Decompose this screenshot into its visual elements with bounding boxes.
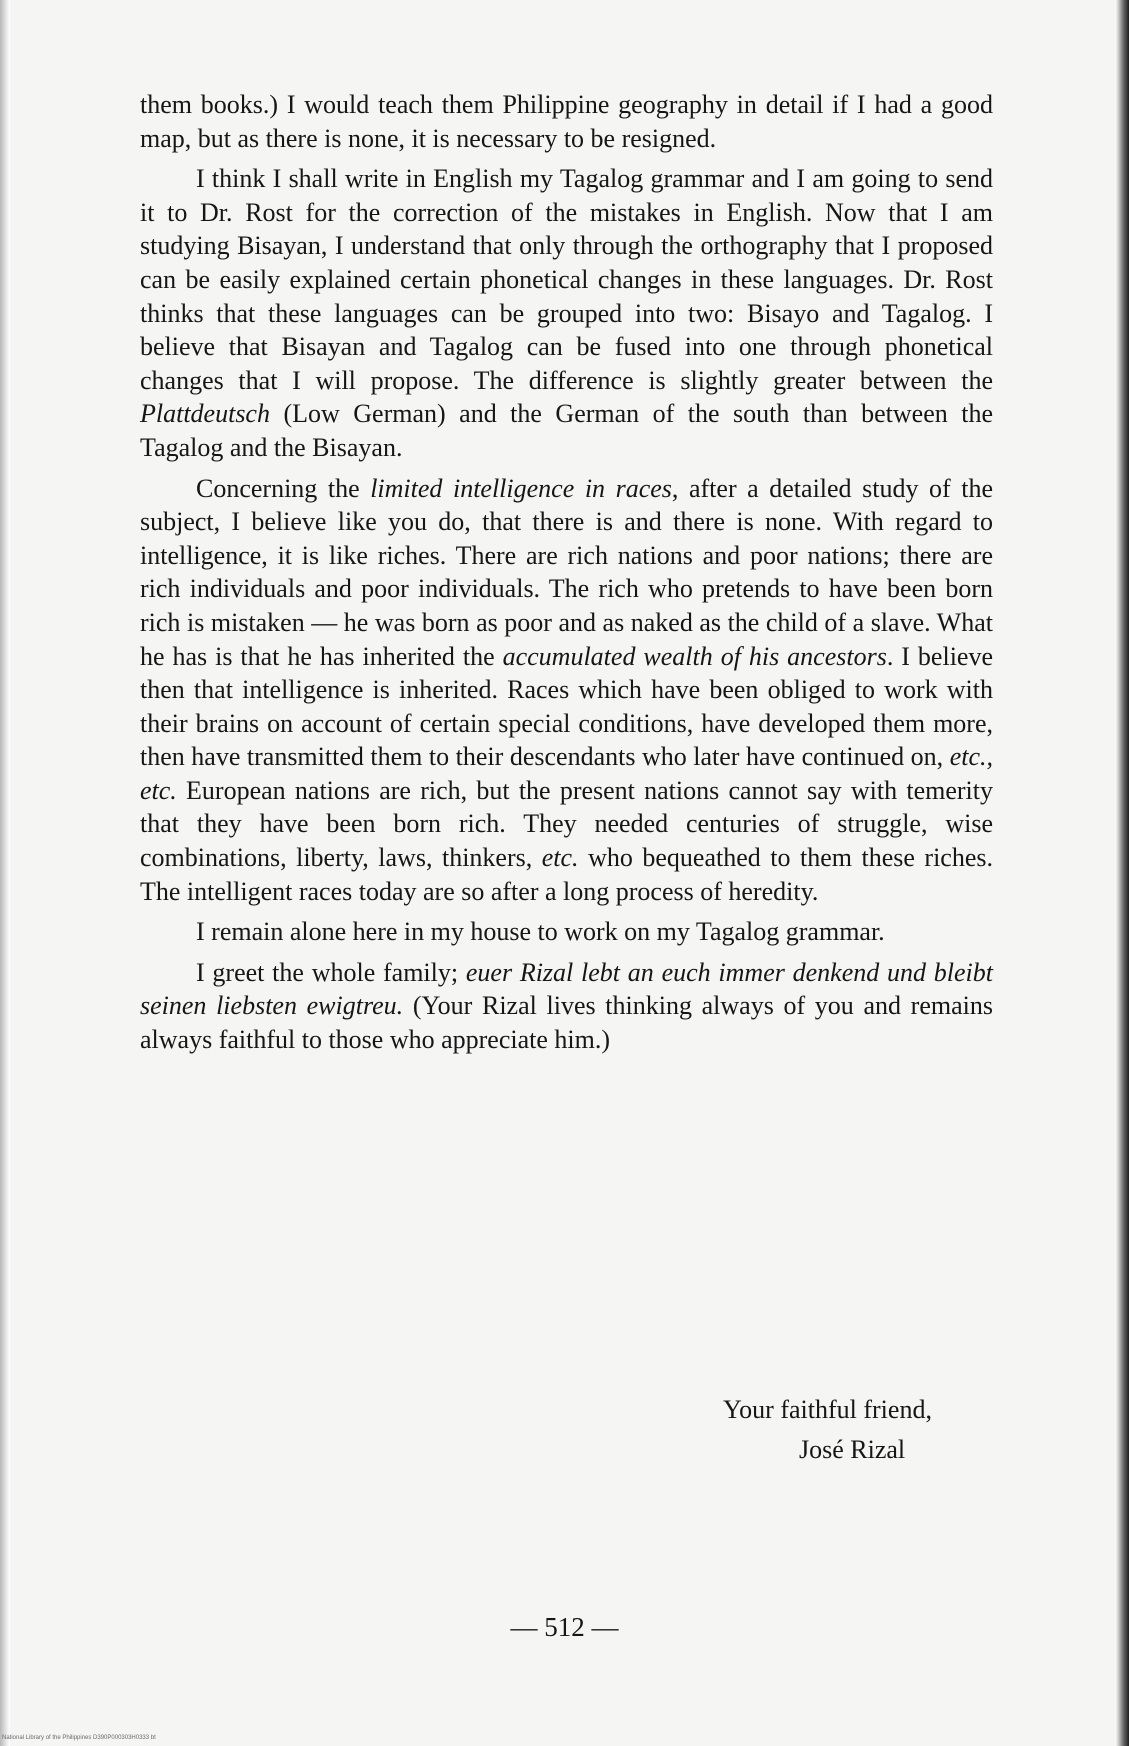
scan-edge-left [0, 0, 10, 1746]
paragraph-3-text-d: European nations are rich, but the present nations cannot say with temerity that they have been born rich. They needed centuries of struggle, wise combinations, liberty, laws, thinkers, [140, 775, 993, 873]
paragraph-5-text-a: I greet the whole family; [196, 957, 466, 987]
paragraph-2-text-b: (Low German) and the German of the south than between the Tagalog and the Bisayan. [140, 399, 993, 462]
paragraph-5 [140, 956, 993, 1057]
paragraph-3 [140, 472, 993, 909]
paragraph-1 [140, 88, 993, 155]
paragraph-3-italic-etc-etc: etc., etc. [140, 742, 993, 805]
paragraph-3-text-b: , after a detailed study of the subject, I believe like you do, that there is and there is none. With regard to intelligence, it is like riches. There are rich nations and poor nations; there are rich individuals and poor individuals. The rich who pretends to have been born rich is mistaken — he was born as poor and as naked as the child of a slave. What he has is that he has inherited the [140, 473, 994, 671]
page-number: — 512 — [510, 1612, 619, 1642]
paragraph-2-text-a: I think I shall write in English my Tagalog grammar and I am going to send it to Dr. Rost for the correction of the mistakes in English. Now that I am studying Bisayan, I understand that only through the orthography that I proposed can be easily explained certain phonetical changes in these languages. Dr. Rost thinks that these languages can be grouped into two: Bisayo and Tagalog. I believe that Bisayan and Tagalog can be fused into one through phonetical changes that I will propose. The difference is slightly greater between the [140, 164, 993, 395]
letter-body [140, 88, 993, 1064]
paragraph-1-text: them books.) I would teach them Philippine geography in detail if I had a good map, but as there is none, it is necessary to be resigned. [140, 90, 993, 153]
paragraph-4-text: I remain alone here in my house to work on my Tagalog grammar. [196, 917, 885, 947]
paragraph-3-italic-limited-intelligence: limited intelligence in races [370, 473, 672, 503]
paragraph-5-text-b: (Your Rizal lives thinking always of you and remains always faithful to those who appreciate him.) [140, 991, 993, 1055]
paragraph-3-italic-accumulated-wealth: accumulated wealth of his ancestors [502, 641, 887, 671]
paragraph-2-italic-plattdeutsch: Plattdeutsch [140, 399, 270, 429]
paragraph-3-italic-etc: etc. [541, 843, 579, 873]
letter-closing [723, 1390, 932, 1470]
paragraph-3-text-a: Concerning the [196, 473, 371, 503]
paragraph-2 [140, 162, 993, 464]
paragraph-3-text-e: who bequeathed to them these riches. The intelligent races today are so after a long process of heredity. [140, 843, 994, 906]
paragraph-3-text-c: . I believe then that intelligence is inherited. Races which have been obliged to work with their brains on account of certain special conditions, have developed them more, then have transmitted them to their descendants who later have continued on, [140, 641, 993, 772]
scan-edge-right [1115, 0, 1129, 1746]
valediction: Your faithful friend, [723, 1395, 932, 1424]
paragraph-5-italic-german: euer Rizal lebt an euch immer denkend und bleibt seinen liebsten ewigtreu. [140, 957, 993, 1021]
footer-credit: National Library of the Philippines D390P000303H0333 bt [2, 1735, 156, 1741]
signature: José Rizal [799, 1435, 906, 1464]
paragraph-4 [140, 915, 993, 949]
